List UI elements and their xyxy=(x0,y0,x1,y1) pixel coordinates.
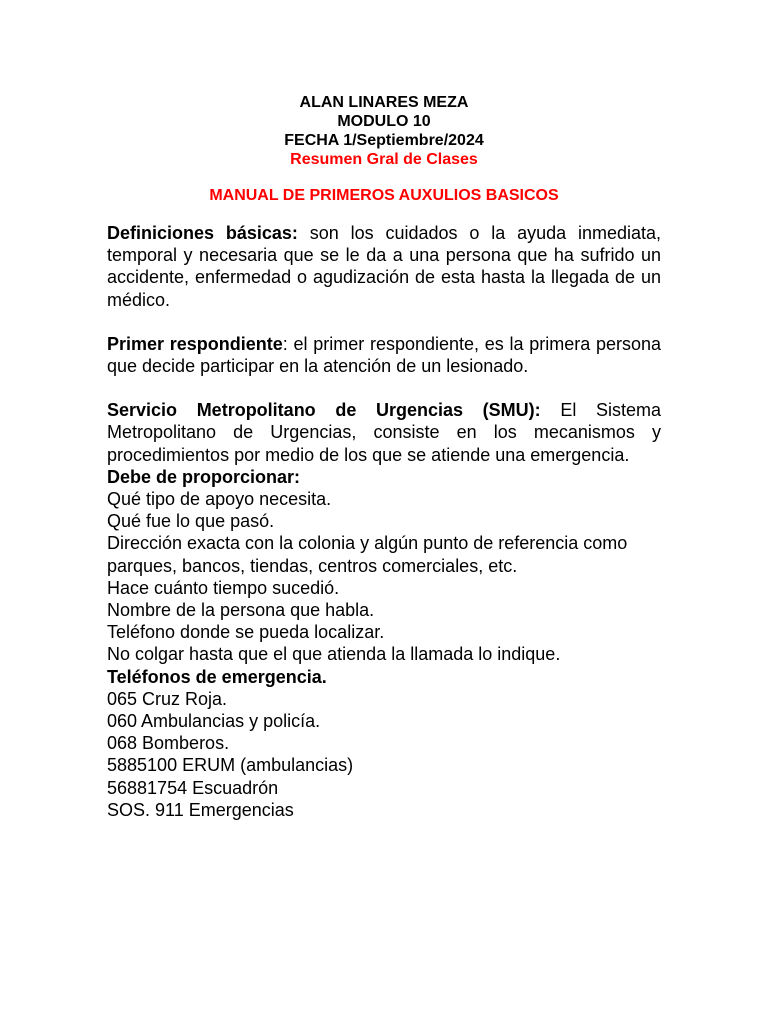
smu-term: Servicio Metropolitano de Urgencias (SMU): xyxy=(107,400,541,421)
phone-item: 068 Bomberos. xyxy=(107,733,230,754)
module-label: MODULO 10 xyxy=(337,113,431,130)
list-item: Hace cuánto tiempo sucedió. xyxy=(107,577,340,598)
definiciones-paragraph xyxy=(107,222,661,311)
telefonos-section xyxy=(107,666,661,821)
definiciones-text: son los cuidados o la ayuda inmediata, temporal y necesaria que se le da a una persona que ha sufrido un accidente, enfermedad o agudización de esta hasta la llegada de un médico. xyxy=(107,223,662,310)
phone-item: 065 Cruz Roja. xyxy=(107,688,228,709)
phone-item: 56881754 Escuadrón xyxy=(107,777,279,798)
list-item: Qué tipo de apoyo necesita. xyxy=(107,489,332,510)
primer-respondiente-term: Primer respondiente xyxy=(107,333,283,354)
list-item: Nombre de la persona que habla. xyxy=(107,600,375,621)
definiciones-term: Definiciones básicas: xyxy=(107,223,298,243)
document-title: MANUAL DE PRIMEROS AUXULIOS BASICOS xyxy=(209,187,559,204)
date-label: FECHA 1/Septiembre/2024 xyxy=(284,132,484,149)
list-item: Dirección exacta con la colonia y algún punto de referencia como parques, bancos, tiendas, centros comerciales, etc. xyxy=(107,533,628,576)
list-item: Qué fue lo que pasó. xyxy=(107,511,275,532)
telefonos-heading: Teléfonos de emergencia. xyxy=(107,666,327,687)
proporcionar-heading: Debe de proporcionar: xyxy=(107,466,301,487)
phone-item: 060 Ambulancias y policía. xyxy=(107,711,321,732)
list-item: No colgar hasta que el que atienda la llamada lo indique. xyxy=(107,644,561,665)
subtitle: Resumen Gral de Clases xyxy=(290,151,478,168)
document-header xyxy=(107,93,661,169)
proporcionar-section xyxy=(107,466,661,666)
smu-text: El Sistema Metropolitano de Urgencias, consiste en los mecanismos y procedimientos por medio de los que se atiende una emergencia. xyxy=(107,400,662,465)
author-name: ALAN LINARES MEZA xyxy=(299,94,469,111)
primer-respondiente-text: : el primer respondiente, es la primera persona que decide participar en la atención de un lesionado. xyxy=(107,333,661,377)
phone-item: 5885100 ERUM (ambulancias) xyxy=(107,755,354,776)
primer-respondiente-paragraph xyxy=(107,333,661,377)
list-item: Teléfono donde se pueda localizar. xyxy=(107,622,385,643)
smu-paragraph xyxy=(107,399,661,466)
phone-item: SOS. 911 Emergencias xyxy=(107,799,294,820)
